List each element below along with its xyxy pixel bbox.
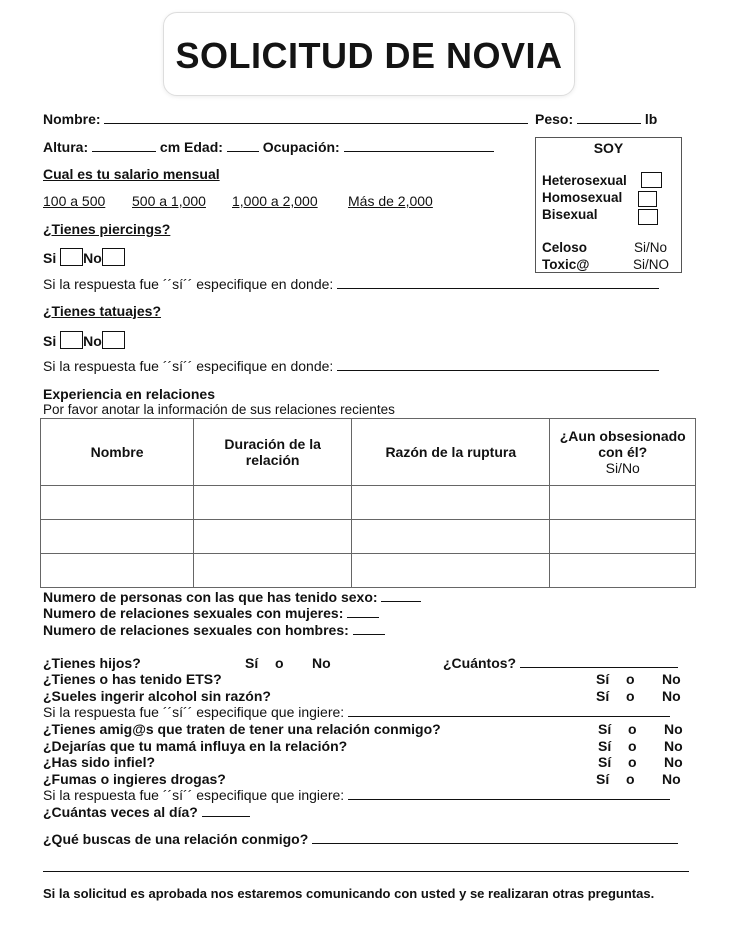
altura-label: Altura: — [43, 139, 89, 155]
table-cell[interactable] — [550, 520, 696, 554]
ingiere-1-field[interactable] — [348, 704, 670, 717]
hijos-no[interactable]: No — [312, 655, 331, 671]
question-infiel: ¿Has sido infiel? — [43, 754, 156, 770]
table-cell[interactable] — [194, 520, 352, 554]
piercings-question: ¿Tienes piercings? — [43, 221, 171, 237]
sexo-q1-row — [43, 589, 421, 605]
ets-si[interactable]: Sí — [596, 671, 610, 687]
salario-label: Cual es tu salario mensual — [43, 166, 220, 182]
tatuajes-si-checkbox[interactable] — [60, 331, 83, 349]
infiel-no[interactable]: No — [664, 754, 683, 770]
ingiere-1-row — [43, 704, 670, 720]
hijos-question: ¿Tienes hijos? — [43, 655, 141, 671]
table-row — [41, 554, 696, 588]
piercings-options — [43, 248, 125, 266]
col-obsesionado-sino: Si/No — [605, 460, 640, 476]
tatuajes-no-checkbox[interactable] — [102, 331, 125, 349]
heterosexual-checkbox[interactable] — [641, 172, 662, 188]
hijos-cuantos-field[interactable] — [520, 655, 678, 668]
mama-no[interactable]: No — [664, 738, 683, 754]
table-header-row — [41, 419, 696, 486]
altura-field[interactable] — [92, 139, 156, 152]
veces-dia-field[interactable] — [202, 804, 250, 817]
peso-label: Peso: — [535, 111, 574, 127]
nombre-label: Nombre: — [43, 111, 101, 127]
ingiere-2-field[interactable] — [348, 787, 670, 800]
amigos-no[interactable]: No — [664, 721, 683, 737]
alcohol-o: o — [626, 688, 635, 704]
page-title: SOLICITUD DE NOVIA — [175, 35, 563, 76]
title-box — [163, 12, 575, 96]
ingiere-2-label: Si la respuesta fue ´´sí´´ especifique que ingiere: — [43, 787, 345, 803]
celoso-choice[interactable]: Si/No — [634, 240, 668, 255]
hijos-si[interactable]: Sí — [245, 655, 259, 671]
tatuajes-options — [43, 331, 125, 349]
table-cell[interactable] — [352, 520, 550, 554]
tatuajes-no-label: No — [83, 333, 102, 349]
experiencia-heading: Experiencia en relaciones — [43, 386, 215, 402]
table-cell[interactable] — [352, 486, 550, 520]
col-razon: Razón de la ruptura — [352, 419, 550, 486]
table-cell[interactable] — [352, 554, 550, 588]
salario-option-3[interactable]: 1,000 a 2,000 — [232, 193, 318, 209]
sexo-q3-field[interactable] — [353, 622, 385, 635]
peso-field[interactable] — [577, 111, 641, 124]
toxic-choice[interactable]: Si/NO — [633, 257, 670, 272]
col-duracion: Duración de la relación — [194, 419, 352, 486]
sexo-q3-row — [43, 622, 385, 638]
drogas-o: o — [626, 771, 635, 787]
alcohol-si[interactable]: Sí — [596, 688, 610, 704]
homosexual-checkbox[interactable] — [638, 191, 657, 207]
piercings-specify-field[interactable] — [337, 276, 659, 289]
ingiere-2-row — [43, 787, 670, 803]
table-cell[interactable] — [550, 486, 696, 520]
peso-unit: lb — [644, 111, 658, 127]
que-buscas-row — [43, 831, 678, 847]
veces-dia-label: ¿Cuántas veces al día? — [43, 804, 198, 820]
amigos-o: o — [628, 721, 637, 737]
que-buscas-field[interactable] — [312, 831, 678, 844]
sexo-q2-row — [43, 605, 379, 621]
experiencia-subheading: Por favor anotar la información de sus relaciones recientes — [43, 402, 395, 417]
piercings-specify-row — [43, 276, 659, 292]
col-obsesionado-label: ¿Aun obsesionado con él? — [559, 428, 686, 460]
table-row — [41, 486, 696, 520]
tatuajes-specify-label: Si la respuesta fue ´´sí´´ especifique en donde: — [43, 358, 334, 374]
que-buscas-extra-line[interactable] — [43, 871, 689, 872]
piercings-no-checkbox[interactable] — [102, 248, 125, 266]
drogas-si[interactable]: Sí — [596, 771, 610, 787]
question-ets: ¿Tienes o has tenido ETS? — [43, 671, 222, 687]
drogas-no[interactable]: No — [662, 771, 681, 787]
edad-label: cm Edad: — [159, 139, 223, 155]
salario-option-1[interactable]: 100 a 500 — [43, 193, 106, 209]
celoso-label: Celoso — [542, 240, 588, 255]
hijos-cuantos-row — [443, 655, 678, 671]
col-obsesionado — [550, 419, 696, 486]
sexo-q2-label: Numero de relaciones sexuales con mujeres: — [43, 605, 344, 621]
table-cell[interactable] — [41, 520, 194, 554]
mama-o: o — [628, 738, 637, 754]
col-nombre: Nombre — [41, 419, 194, 486]
soy-box — [535, 137, 682, 273]
piercings-no-label: No — [83, 250, 102, 266]
table-cell[interactable] — [194, 486, 352, 520]
nombre-field[interactable] — [104, 111, 528, 124]
question-mama: ¿Dejarías que tu mamá influya en la relación? — [43, 738, 348, 754]
piercings-si-label: Si — [43, 250, 57, 266]
salario-option-4[interactable]: Más de 2,000 — [348, 193, 433, 209]
que-buscas-label: ¿Qué buscas de una relación conmigo? — [43, 831, 309, 847]
edad-field[interactable] — [227, 139, 259, 152]
veces-dia-row — [43, 804, 250, 820]
altura-row — [43, 139, 494, 155]
ets-o: o — [626, 671, 635, 687]
amigos-si[interactable]: Sí — [598, 721, 612, 737]
table-cell[interactable] — [194, 554, 352, 588]
ocupacion-field[interactable] — [344, 139, 494, 152]
soy-option-homosexual: Homosexual — [542, 190, 623, 205]
alcohol-no[interactable]: No — [662, 688, 681, 704]
question-alcohol: ¿Sueles ingerir alcohol sin razón? — [43, 688, 271, 704]
table-row — [41, 520, 696, 554]
footer-note: Si la solicitud es aprobada nos estaremos comunicando con usted y se realizaran otras preguntas. — [43, 886, 655, 901]
tatuajes-si-label: Si — [43, 333, 57, 349]
sexo-q1-field[interactable] — [381, 589, 421, 602]
question-drogas: ¿Fumas o ingieres drogas? — [43, 771, 226, 787]
ets-no[interactable]: No — [662, 671, 681, 687]
sexo-q2-field[interactable] — [347, 605, 379, 618]
bisexual-checkbox[interactable] — [638, 209, 658, 225]
sexo-q3-label: Numero de relaciones sexuales con hombres: — [43, 622, 349, 638]
mama-si[interactable]: Sí — [598, 738, 612, 754]
soy-title: SOY — [593, 140, 624, 156]
piercings-si-checkbox[interactable] — [60, 248, 83, 266]
ingiere-1-label: Si la respuesta fue ´´sí´´ especifique que ingiere: — [43, 704, 345, 720]
salario-option-2[interactable]: 500 a 1,000 — [132, 193, 206, 209]
soy-option-bisexual: Bisexual — [542, 207, 598, 222]
peso-row — [535, 111, 657, 127]
tatuajes-question: ¿Tienes tatuajes? — [43, 303, 162, 319]
piercings-specify-label: Si la respuesta fue ´´sí´´ especifique en donde: — [43, 276, 334, 292]
infiel-si[interactable]: Sí — [598, 754, 612, 770]
toxic-label: Toxic@ — [542, 257, 590, 272]
relationships-table — [40, 418, 696, 588]
hijos-o: o — [275, 655, 284, 671]
table-cell[interactable] — [41, 486, 194, 520]
table-cell[interactable] — [41, 554, 194, 588]
hijos-cuantos-label: ¿Cuántos? — [443, 655, 517, 671]
tatuajes-specify-field[interactable] — [337, 358, 659, 371]
soy-option-heterosexual: Heterosexual — [542, 173, 627, 188]
table-cell[interactable] — [550, 554, 696, 588]
question-amigos: ¿Tienes amig@s que traten de tener una relación conmigo? — [43, 721, 441, 737]
sexo-q1-label: Numero de personas con las que has tenido sexo: — [43, 589, 378, 605]
nombre-row — [43, 111, 528, 127]
ocupacion-label: Ocupación: — [262, 139, 340, 155]
infiel-o: o — [628, 754, 637, 770]
tatuajes-specify-row — [43, 358, 659, 374]
